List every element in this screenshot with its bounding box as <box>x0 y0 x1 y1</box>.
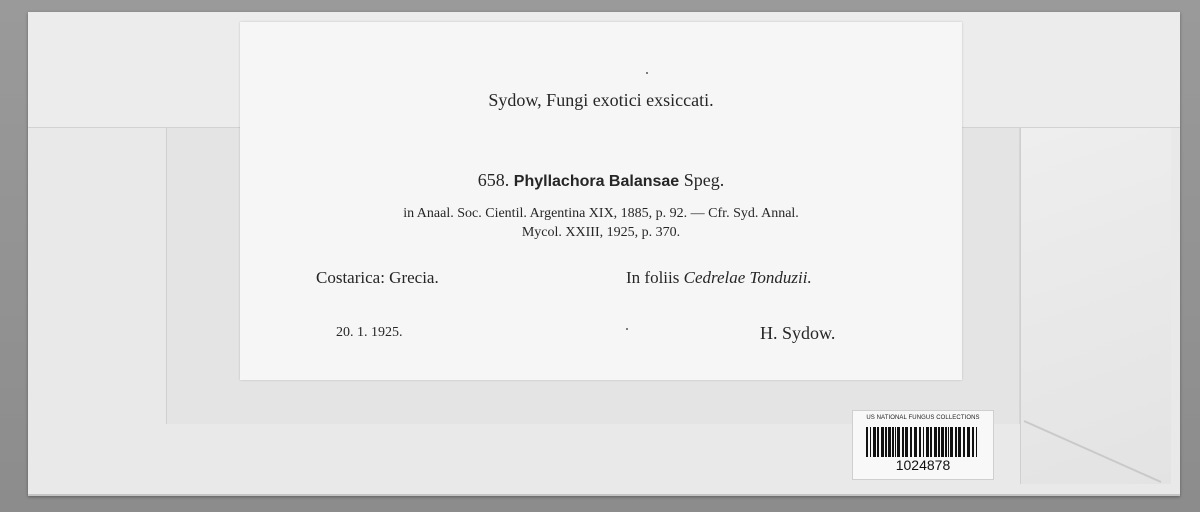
barcode-bar <box>873 427 876 457</box>
barcode-bar <box>976 427 977 457</box>
paper-speck <box>646 72 648 74</box>
locality: Costarica: Grecia. <box>316 268 439 287</box>
barcode-bar <box>934 427 937 457</box>
barcode-bar <box>926 427 929 457</box>
barcode-bar <box>885 427 887 457</box>
series-title: Sydow, Fungi exotici exsiccati. <box>488 90 714 110</box>
host-name: Cedrelae Tonduzii. <box>683 268 812 287</box>
barcode-label <box>852 410 994 480</box>
barcode-bar <box>967 427 970 457</box>
barcode-bar <box>963 427 965 457</box>
barcode-bar <box>866 427 868 457</box>
citation-line-2: Mycol. XXIII, 1925, p. 370. <box>521 225 681 240</box>
host-info <box>626 268 812 288</box>
barcode-bar <box>948 427 949 457</box>
envelope-bottom-edge <box>28 494 1180 496</box>
collection-date: 20. 1. 1925. <box>336 325 403 340</box>
barcode-bar <box>897 427 900 457</box>
barcode-bar <box>910 427 912 457</box>
barcode-number: 1024878 <box>895 457 951 473</box>
taxon-name: Phyllachora Balansae <box>513 173 680 190</box>
barcode-bar <box>877 427 879 457</box>
barcode-bar <box>923 427 924 457</box>
barcode-bar <box>945 427 947 457</box>
barcode-bar <box>905 427 908 457</box>
barcode-bar <box>919 427 921 457</box>
barcode-bar <box>941 427 944 457</box>
taxon-author: Speg. <box>683 170 725 190</box>
barcode-bar <box>902 427 904 457</box>
paper-speck <box>626 328 628 330</box>
species-heading <box>240 170 962 191</box>
barcode-bar <box>938 427 940 457</box>
barcode-bar <box>972 427 974 457</box>
collector-name: H. Sydow. <box>760 323 836 343</box>
specimen-label <box>240 22 962 380</box>
citation-line-1: in Anaal. Soc. Cientil. Argentina XIX, 1885, p. 92. — Cfr. Syd. Annal. <box>403 206 799 221</box>
collection-name: US NATIONAL FUNGUS COLLECTIONS <box>866 415 980 421</box>
barcode-bar <box>892 427 894 457</box>
barcode-bar <box>958 427 961 457</box>
exsiccata-number: 658. <box>477 170 510 190</box>
barcode-bar <box>870 427 871 457</box>
barcode-bar <box>950 427 953 457</box>
barcode-bar <box>888 427 891 457</box>
barcode-bar <box>914 427 917 457</box>
barcode-bar <box>881 427 884 457</box>
barcode-bar <box>930 427 932 457</box>
barcode-bars <box>865 427 981 457</box>
barcode-bar <box>955 427 957 457</box>
barcode-bar <box>895 427 896 457</box>
host-prefix: In foliis <box>626 268 680 287</box>
